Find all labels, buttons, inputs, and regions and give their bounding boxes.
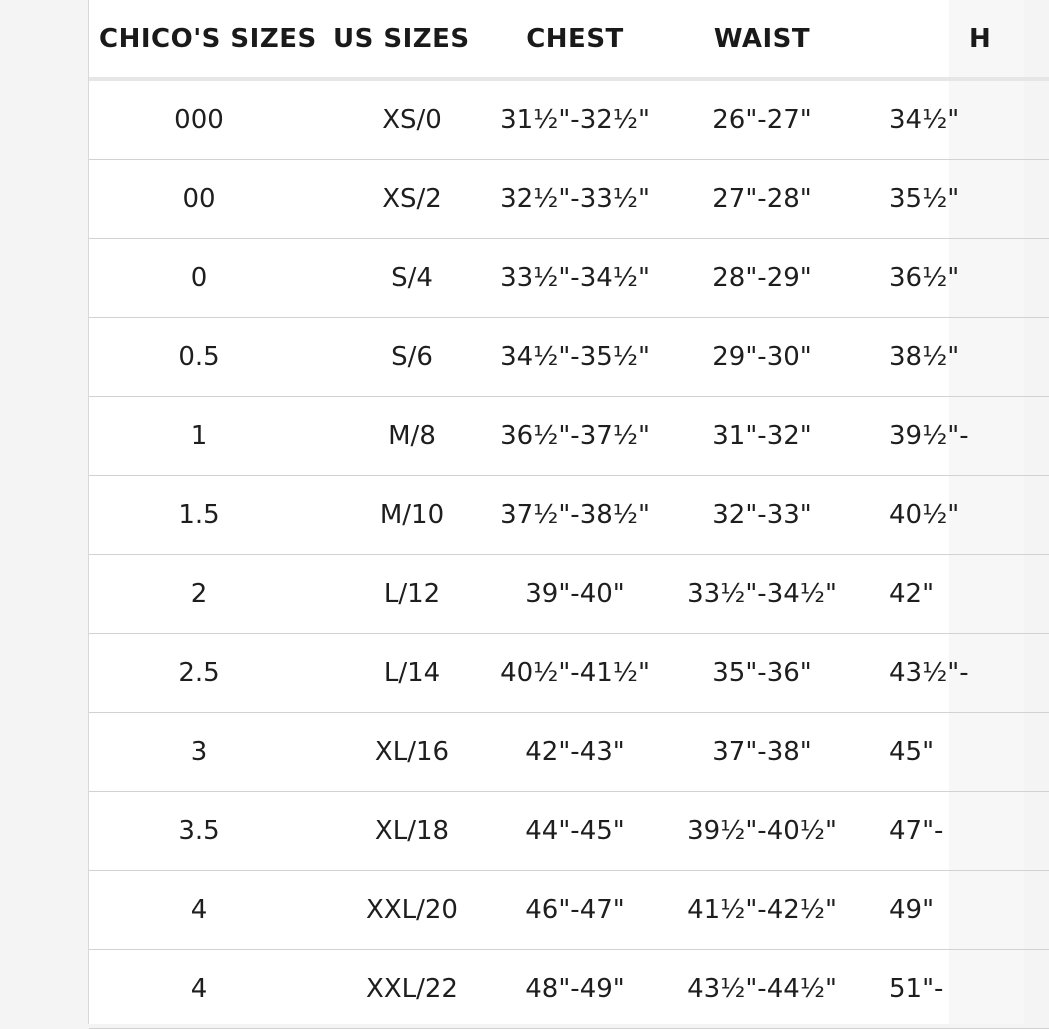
cell-hips: 51"- (859, 950, 1049, 1029)
cell-hips: 39½"- (859, 397, 1049, 476)
table-row (89, 79, 1049, 160)
table-row (89, 555, 1049, 634)
cell-us-size: XXL/22 (329, 950, 485, 1029)
table-row (89, 950, 1049, 1029)
table-row (89, 397, 1049, 476)
cell-us-size: XS/0 (329, 79, 485, 160)
cell-us-size: XL/18 (329, 792, 485, 871)
cell-us-size: M/8 (329, 397, 485, 476)
cell-chicos-size: 4 (89, 871, 329, 950)
cell-chest: 34½"-35½" (485, 318, 665, 397)
cell-hips: 40½" (859, 476, 1049, 555)
cell-waist: 29"-30" (665, 318, 859, 397)
header-row (89, 0, 1049, 79)
size-chart-panel (88, 0, 992, 1024)
cell-waist: 41½"-42½" (665, 871, 859, 950)
cell-chicos-size: 2.5 (89, 634, 329, 713)
cell-hips: 47"- (859, 792, 1049, 871)
cell-waist: 28"-29" (665, 239, 859, 318)
cell-waist: 26"-27" (665, 79, 859, 160)
header-hips-truncated: H (859, 0, 1049, 79)
cell-chest: 36½"-37½" (485, 397, 665, 476)
cell-chicos-size: 3 (89, 713, 329, 792)
table-row (89, 476, 1049, 555)
table-row (89, 160, 1049, 239)
cell-chicos-size: 0 (89, 239, 329, 318)
cell-chicos-size: 1 (89, 397, 329, 476)
cell-chicos-size: 2 (89, 555, 329, 634)
cell-chicos-size: 3.5 (89, 792, 329, 871)
cell-chest: 42"-43" (485, 713, 665, 792)
cell-waist: 33½"-34½" (665, 555, 859, 634)
cell-hips: 45" (859, 713, 1049, 792)
size-chart-table (89, 0, 1049, 1029)
cell-hips: 34½" (859, 79, 1049, 160)
cell-hips: 36½" (859, 239, 1049, 318)
header-chicos-sizes: CHICO'S SIZES (89, 0, 329, 79)
cell-chicos-size: 000 (89, 79, 329, 160)
cell-chicos-size: 4 (89, 950, 329, 1029)
cell-hips: 38½" (859, 318, 1049, 397)
cell-us-size: L/12 (329, 555, 485, 634)
cell-hips: 49" (859, 871, 1049, 950)
cell-waist: 35"-36" (665, 634, 859, 713)
table-row (89, 634, 1049, 713)
cell-chicos-size: 0.5 (89, 318, 329, 397)
cell-chicos-size: 1.5 (89, 476, 329, 555)
cell-us-size: XL/16 (329, 713, 485, 792)
cell-hips: 43½"- (859, 634, 1049, 713)
cell-us-size: XS/2 (329, 160, 485, 239)
cell-chicos-size: 00 (89, 160, 329, 239)
table-row (89, 713, 1049, 792)
cell-us-size: S/6 (329, 318, 485, 397)
table-row (89, 792, 1049, 871)
cell-us-size: S/4 (329, 239, 485, 318)
cell-chest: 40½"-41½" (485, 634, 665, 713)
cell-chest: 37½"-38½" (485, 476, 665, 555)
cell-waist: 43½"-44½" (665, 950, 859, 1029)
header-chest: CHEST (485, 0, 665, 79)
cell-waist: 32"-33" (665, 476, 859, 555)
cell-chest: 33½"-34½" (485, 239, 665, 318)
cell-waist: 37"-38" (665, 713, 859, 792)
cell-us-size: L/14 (329, 634, 485, 713)
cell-waist: 27"-28" (665, 160, 859, 239)
cell-waist: 31"-32" (665, 397, 859, 476)
table-row (89, 318, 1049, 397)
header-waist: WAIST (665, 0, 859, 79)
table-row (89, 871, 1049, 950)
table-header (89, 0, 1049, 79)
header-us-sizes: US SIZES (329, 0, 485, 79)
table-row (89, 239, 1049, 318)
cell-us-size: XXL/20 (329, 871, 485, 950)
table-body (89, 79, 1049, 1029)
cell-chest: 32½"-33½" (485, 160, 665, 239)
cell-hips: 35½" (859, 160, 1049, 239)
cell-us-size: M/10 (329, 476, 485, 555)
cell-chest: 44"-45" (485, 792, 665, 871)
cell-waist: 39½"-40½" (665, 792, 859, 871)
cell-chest: 31½"-32½" (485, 79, 665, 160)
cell-chest: 48"-49" (485, 950, 665, 1029)
cell-chest: 39"-40" (485, 555, 665, 634)
cell-hips: 42" (859, 555, 1049, 634)
cell-chest: 46"-47" (485, 871, 665, 950)
